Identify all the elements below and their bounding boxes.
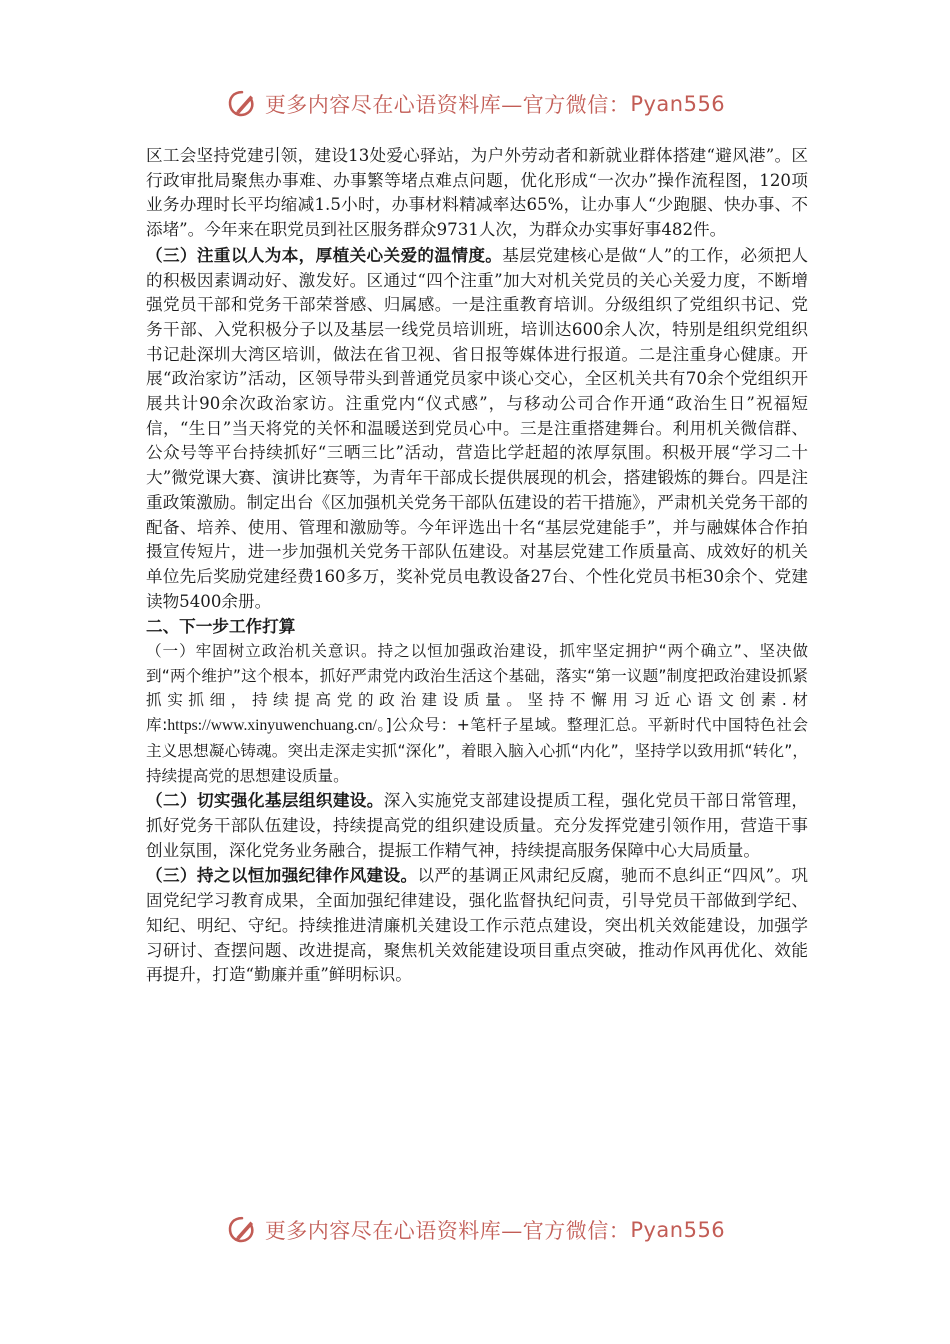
footer-watermark (0, 1210, 950, 1250)
pen-swirl-logo-icon (225, 1213, 259, 1247)
paragraph (146, 243, 808, 615)
paragraph-text: （一）牢固树立政治机关意识。持之以恒加强政治建设，抓牢坚定拥护“两个确立”、坚决做到“两个维护”这个根本，抓好严肃党内政治生活这个基础，落实“第一议题”制度把政治建设抓紧抓实抓细，持续提高党的政治建设质量。坚持不懈用习近心语文创素.材库: (146, 642, 808, 735)
paragraph: 区工会坚持党建引领，建设13处爱心驿站，为户外劳动者和新就业群体搭建“避风港”。区行政审批局聚焦办事难、办事繁等堵点难点问题，优化形成“一次办”操作流程图，120项业务办理时长平均缩减1.5小时，办事材料精减率达65%，让办事人“少跑腿、快办事、不添堵”。今年来在职党员到社区服务群众9731人次，为群众办实事好事482件。 (146, 146, 808, 240)
document-body (146, 144, 808, 988)
paragraph-text: 深入实施党支部建设提质工程，强化党员干部日常管理，抓好党务干部队伍建设，持续提高党的组织建设质量。充分发挥党建引领作用，营造干事创业氛围，深化党务业务融合，提振工作精气神，持续提高服务保障中心大局质量。 (146, 791, 808, 860)
paragraph (146, 639, 808, 788)
section-heading: （二）切实强化基层组织建设。 (146, 790, 384, 811)
paragraph (146, 788, 808, 863)
watermark-wechat-id: Pyan556 (630, 1218, 726, 1242)
watermark-wechat-id: Pyan556 (630, 92, 726, 116)
paragraph-text: 基层党建核心是做“人”的工作，必须把人的积极因素调动好、激发好。区通过“四个注重”加大对机关党员的关心关爱力度，不断增强党员干部和党务干部荣誉感、归属感。一是注重教育培训。分级组织了党组织书记、党务干部、入党积极分子以及基层一线党员培训班，培训达600余人次，特别是组织党组织书记赴深圳大湾区培训，做法在省卫视、省日报等媒体进行报道。二是注重身心健康。开展“政治家访”活动，区领导带头到普通党员家中谈心交心，全区机关共有70余个党组织开展共计90余次政治家访。注重党内“仪式感”，与移动公司合作开通“政治生日”祝福短信，“生日”当天将党的关怀和温暖送到党员心中。三是注重搭建舞台。利用机关微信群、公众号等平台持续抓好“三晒三比”活动，营造比学赶超的浓厚氛围。积极开展“学习二十大”微党课大赛、演讲比赛等，为青年干部成长提供展现的机会，搭建锻炼的舞台。四是注重政策激励。制定出台《区加强机关党务干部队伍建设的若干措施》，严肃机关党务干部的配备、培养、使用、管理和激励等。今年评选出十名“基层党建能手”，并与融媒体合作拍摄宣传短片，进一步加强机关党务干部队伍建设。对基层党建工作质量高、成效好的机关单位先后奖励党建经费160多万，奖补党员电教设备27台、个性化党员书柜30余个、党建读物5400余册。 (146, 245, 809, 611)
section-heading: （三）持之以恒加强纪律作风建设。 (146, 865, 418, 886)
header-watermark (0, 84, 950, 124)
source-url: https://www.xinyuwenchuang.cn/。 (167, 717, 386, 735)
section-title: 二、下一步工作打算 (146, 616, 296, 637)
paragraph (146, 863, 808, 988)
watermark-site-text: 更多内容尽在心语资料库—官方微信： (264, 1219, 631, 1243)
pen-swirl-logo-icon (225, 87, 259, 121)
paragraph-text: ]公众号：+笔杆子星域。整理汇总。平新时代中国特色社会主义思想凝心铸魂。突出走深走实抓“深化”，着眼入脑入心抓“内化”，坚持学以致用抓“转化”，持续提高党的思想建设质量。 (146, 716, 808, 785)
section-heading: （三）注重以人为本，厚植关心关爱的温情度。 (146, 244, 503, 265)
watermark-site-text: 更多内容尽在心语资料库—官方微信： (264, 93, 631, 117)
paragraph-text: 以严的基调正风肃纪反腐，驰而不息纠正“四风”。巩固党纪学习教育成果，全面加强纪律建设，强化监督执纪问责，引导党员干部做到学纪、知纪、明纪、守纪。持续推进清廉机关建设工作示范点建设，突出机关效能建设，加强学习研讨、查摆问题、改进提高，聚焦机关效能建设项目重点突破，推动作风再优化、效能再提升，打造“勤廉并重”鲜明标识。 (146, 866, 808, 985)
